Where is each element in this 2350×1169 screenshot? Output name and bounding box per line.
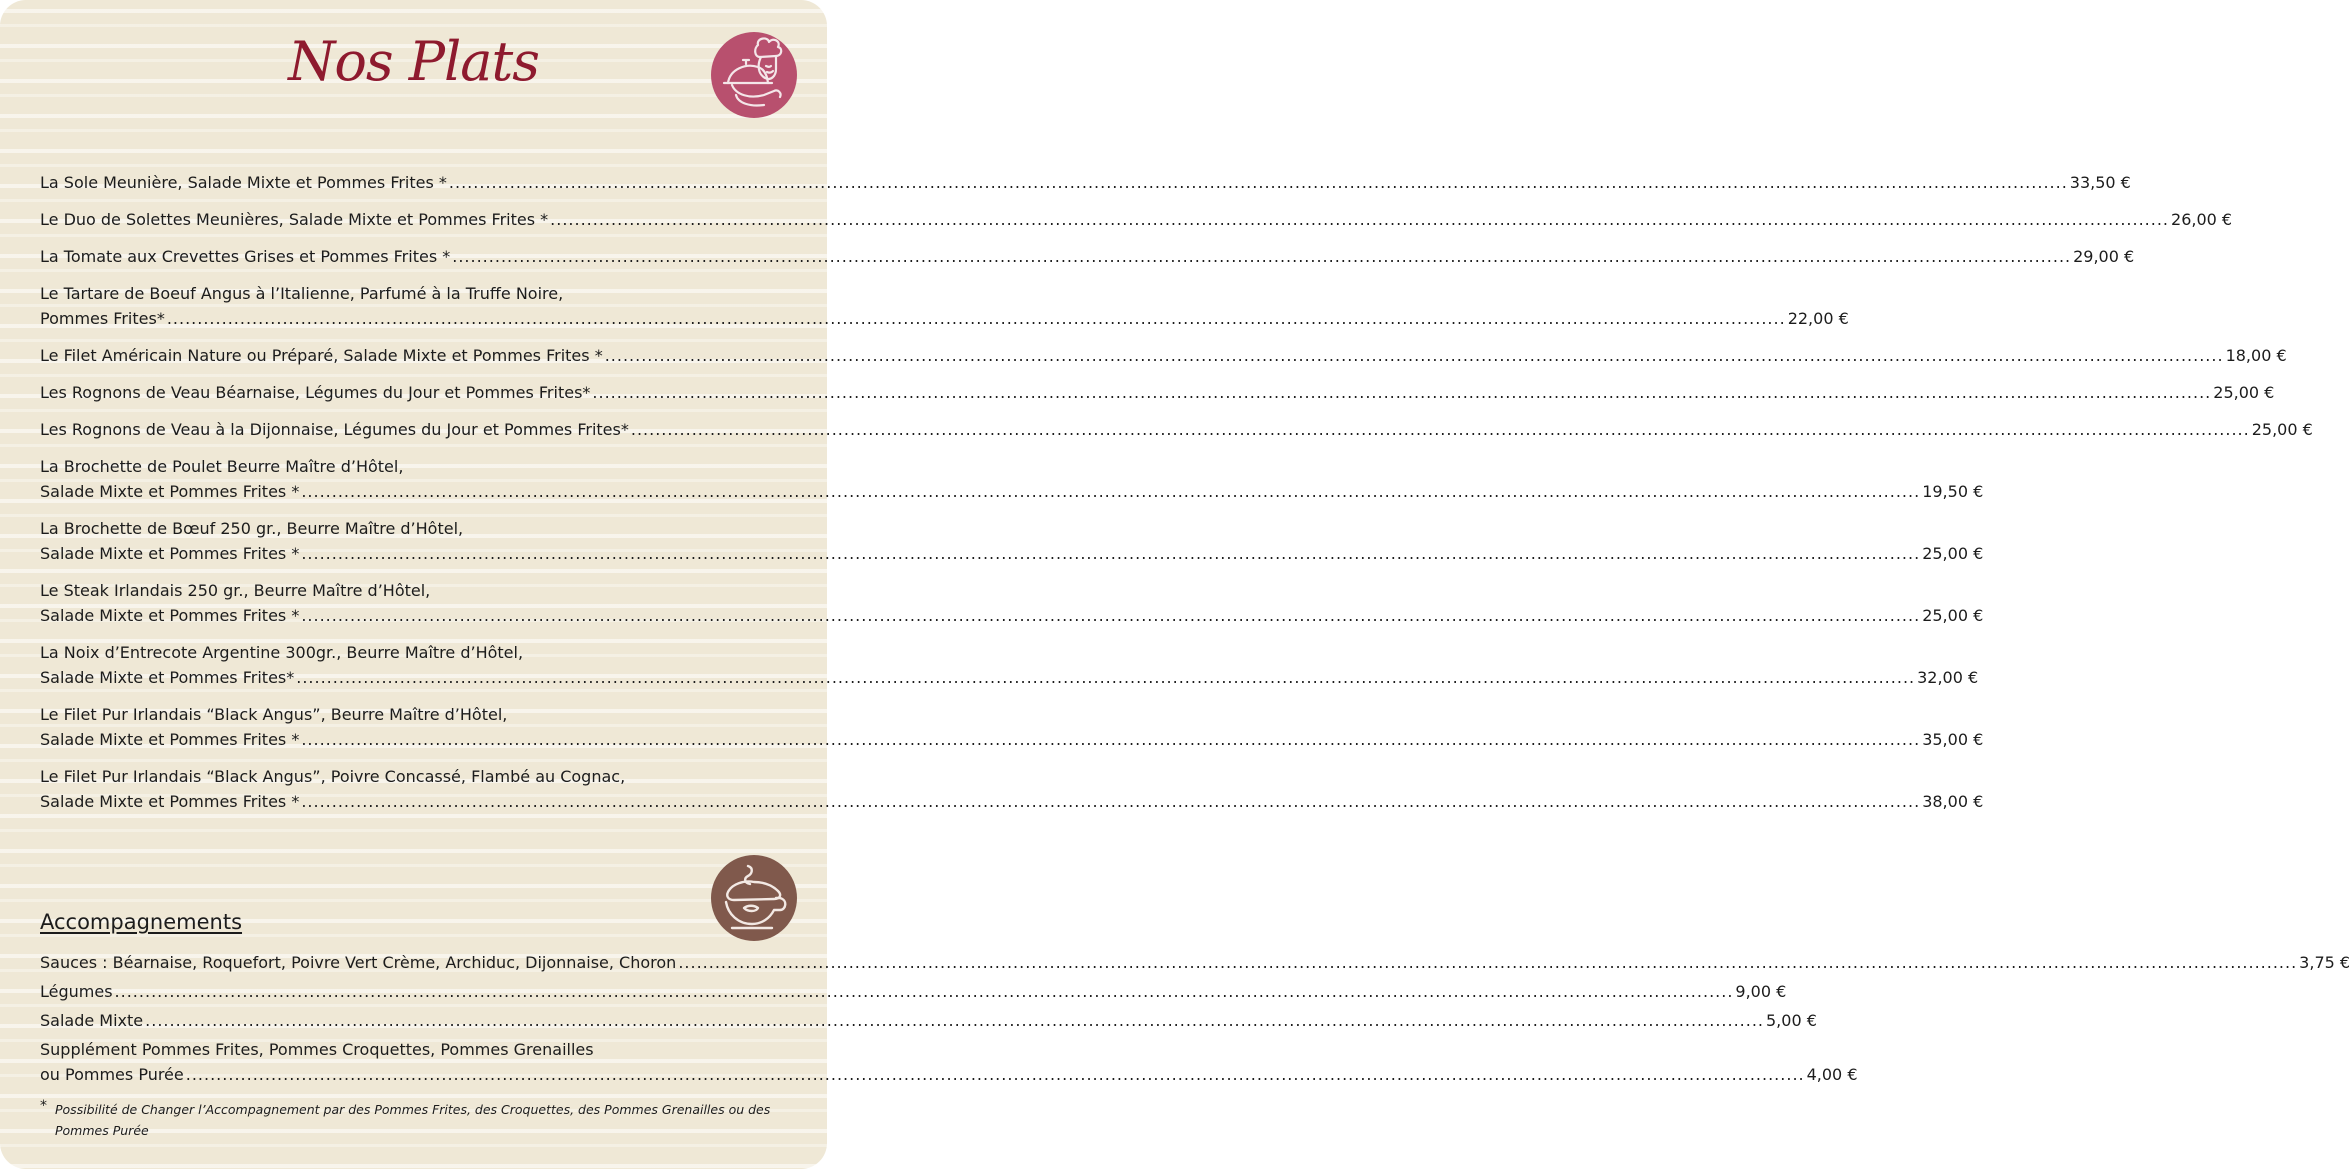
dish-name: Salade Mixte et Pommes Frites * [40, 482, 300, 501]
dot-leader: .......................................................................................................................................................................................................................................................................... [301, 730, 1921, 749]
dish-name: Salade Mixte et Pommes Frites* [40, 668, 295, 687]
dot-leader: .......................................................................................................................................................................................................................................................................... [145, 1011, 1764, 1030]
dish-price: 19,50 € [1922, 482, 1984, 501]
menu-item [40, 1008, 1817, 1033]
dot-leader: .......................................................................................................................................................................................................................................................................... [452, 247, 2072, 266]
side-name: ou Pommes Purée [40, 1065, 184, 1084]
dot-leader: .......................................................................................................................................................................................................................................................................... [550, 210, 2170, 229]
menu-item [40, 417, 2313, 442]
menu-item [40, 516, 1984, 566]
menu-item [40, 244, 2135, 269]
menu-item [40, 454, 1984, 504]
dish-name: Salade Mixte et Pommes Frites * [40, 544, 300, 563]
side-name-line1: Supplément Pommes Frites, Pommes Croquettes, Pommes Grenailles [40, 1040, 594, 1059]
dish-price: 33,50 € [2069, 173, 2131, 192]
dish-name-line1: La Brochette de Poulet Beurre Maître d’Hôtel, [40, 457, 404, 476]
menu-item [40, 640, 1979, 690]
dish-name-line1: La Brochette de Bœuf 250 gr., Beurre Maître d’Hôtel, [40, 519, 464, 538]
accompagnements-list [40, 950, 2350, 1091]
steaming-cup-icon [711, 855, 797, 941]
page-title: Nos Plats [288, 30, 539, 93]
dish-name: Salade Mixte et Pommes Frites * [40, 606, 300, 625]
dish-name: Salade Mixte et Pommes Frites * [40, 792, 300, 811]
dot-leader: .......................................................................................................................................................................................................................................................................... [448, 173, 2068, 192]
side-price: 5,00 € [1766, 1011, 1817, 1030]
menu-item [40, 207, 2233, 232]
dish-name: La Tomate aux Crevettes Grises et Pommes Frites * [40, 247, 451, 266]
side-name: Légumes [40, 982, 113, 1001]
menu-item [40, 281, 1849, 331]
dish-name: Les Rognons de Veau Béarnaise, Légumes du Jour et Pommes Frites* [40, 383, 591, 402]
menu-item [40, 950, 2350, 975]
dot-leader: .......................................................................................................................................................................................................................................................................... [630, 420, 2250, 439]
menu-item [40, 702, 1984, 752]
dot-leader: .......................................................................................................................................................................................................................................................................... [604, 346, 2224, 365]
dish-name: Pommes Frites* [40, 309, 165, 328]
chef-with-cloche-icon [711, 32, 797, 118]
dot-leader: .......................................................................................................................................................................................................................................................................... [301, 606, 1921, 625]
footnote-asterisk: * [40, 1098, 47, 1114]
dish-price: 29,00 € [2073, 247, 2135, 266]
dish-name: Salade Mixte et Pommes Frites * [40, 730, 300, 749]
menu-item [40, 1037, 1858, 1087]
dish-price: 25,00 € [1922, 544, 1984, 563]
dish-price: 32,00 € [1917, 668, 1979, 687]
side-price: 3,75 € [2299, 953, 2350, 972]
dish-name: Les Rognons de Veau à la Dijonnaise, Légumes du Jour et Pommes Frites* [40, 420, 629, 439]
dot-leader: .......................................................................................................................................................................................................................................................................... [114, 982, 1734, 1001]
footnote-text: Possibilité de Changer l’Accompagnement par des Pommes Frites, des Croquettes, des Pommes Grenailles ou des Pommes Purée [55, 1102, 771, 1138]
menu-item [40, 578, 1984, 628]
dot-leader: .......................................................................................................................................................................................................................................................................... [301, 482, 1921, 501]
dish-name-line1: Le Filet Pur Irlandais “Black Angus”, Poivre Concassé, Flambé au Cognac, [40, 767, 626, 786]
dish-name-line1: La Noix d’Entrecote Argentine 300gr., Beurre Maître d’Hôtel, [40, 643, 524, 662]
dish-price: 38,00 € [1922, 792, 1984, 811]
side-price: 4,00 € [1806, 1065, 1858, 1084]
menu-item [40, 380, 2275, 405]
side-name: Sauces : Béarnaise, Roquefort, Poivre Vert Crème, Archiduc, Dijonnaise, Choron [40, 953, 677, 972]
dish-name-line1: Le Tartare de Boeuf Angus à l’Italienne, Parfumé à la Truffe Noire, [40, 284, 564, 303]
menu-item [40, 170, 2131, 195]
dish-price: 35,00 € [1922, 730, 1984, 749]
footnote [40, 1099, 790, 1141]
dot-leader: .......................................................................................................................................................................................................................................................................... [592, 383, 2212, 402]
side-price: 9,00 € [1735, 982, 1787, 1001]
dish-price: 25,00 € [1922, 606, 1984, 625]
dish-price: 25,00 € [2213, 383, 2275, 402]
dish-name: Le Filet Américain Nature ou Préparé, Salade Mixte et Pommes Frites * [40, 346, 603, 365]
dish-price: 18,00 € [2225, 346, 2287, 365]
dish-price: 25,00 € [2251, 420, 2313, 439]
dish-price: 22,00 € [1787, 309, 1849, 328]
plats-list [40, 170, 2313, 826]
accompagnements-heading: Accompagnements [40, 910, 243, 934]
dish-name-line1: Le Filet Pur Irlandais “Black Angus”, Beurre Maître d’Hôtel, [40, 705, 508, 724]
menu-item [40, 979, 1787, 1004]
dot-leader: .......................................................................................................................................................................................................................................................................... [301, 792, 1921, 811]
side-name: Salade Mixte [40, 1011, 144, 1030]
dish-name: Le Duo de Solettes Meunières, Salade Mixte et Pommes Frites * [40, 210, 549, 229]
dish-price: 26,00 € [2171, 210, 2233, 229]
dot-leader: .......................................................................................................................................................................................................................................................................... [185, 1065, 1805, 1084]
dot-leader: .......................................................................................................................................................................................................................................................................... [678, 953, 2298, 972]
dot-leader: .......................................................................................................................................................................................................................................................................... [296, 668, 1916, 687]
dish-name-line1: Le Steak Irlandais 250 gr., Beurre Maître d’Hôtel, [40, 581, 431, 600]
dot-leader: .......................................................................................................................................................................................................................................................................... [301, 544, 1921, 563]
dish-name: La Sole Meunière, Salade Mixte et Pommes Frites * [40, 173, 447, 192]
menu-item [40, 764, 1984, 814]
dot-leader: .......................................................................................................................................................................................................................................................................... [166, 309, 1786, 328]
menu-item [40, 343, 2287, 368]
